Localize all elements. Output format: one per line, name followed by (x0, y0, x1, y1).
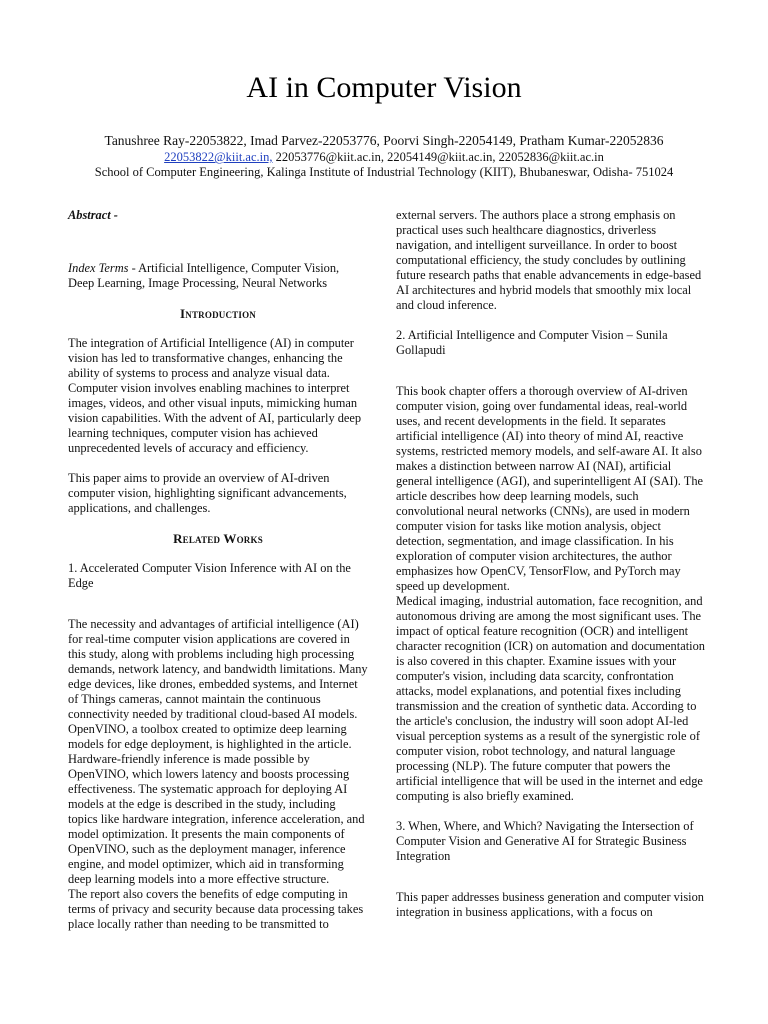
related-work-3-paragraph-1: This paper addresses business generation and computer vision integration in business applications, with a focus on (396, 890, 704, 919)
related-work-1-paragraph-1: The necessity and advantages of artificial intelligence (AI) for real-time computer vision applications are covered in this study, along with problems including high processing demands, network latency, and bandwidth limitations. Many edge devices, like drones, embedded systems, and Internet of Things cameras, cannot maintain the continuous connectivity needed by traditional cloud-based AI models. OpenVINO, a toolbox created to optimize deep learning models for edge deployment, is highlighted in the article. Hardware-friendly inference is made possible by OpenVINO, which lowers latency and boosts processing effectiveness. The systematic approach for deploying AI models at the edge is described in the study, including topics like hardware integration, inference acceleration, and model optimization. It presents the main components of OpenVINO, such as the deployment manager, inference engine, and model optimizer, which aid in transforming deep learning models into a more effective structure. (68, 617, 368, 886)
left-column (68, 208, 368, 932)
related-work-1-title: 1. Accelerated Computer Vision Inference with AI on the Edge (68, 561, 351, 590)
related-work-2-paragraph-1: This book chapter offers a thorough overview of AI-driven computer vision, going over fundamental ideas, real-world uses, and recent developments in the field. It separates artificial intelligence (AI) into theory of mind AI, reactive systems, restricted memory models, and self-aware AI. It also makes a distinction between narrow AI (NAI), artificial general intelligence (AGI), and superintelligent AI (SAI). The article describes how deep learning models, such convolutional neural networks (CNNs), are used in modern computer vision for tasks like motion analysis, object detection, segmentation, and image classification. In his exploration of computer vision architectures, the author emphasizes how OpenCV, TensorFlow, and PyTorch may speed up development. (396, 384, 704, 593)
related-work-2-paragraph-2: Medical imaging, industrial automation, face recognition, and autonomous driving are among the most significant uses. The impact of optical feature recognition (OCR) and intelligent character recognition (ICR) on automation and documentation is also covered in this chapter. Examine issues with your computer's vision, including data scarcity, confrontation attacks, model explanations, and potential fixes including transmission and the creation of synthetic data. According to the article's conclusion, the industry will soon adopt AI-led visual perception systems as a result of the synergistic role of computer vision, robot technology, and natural language processing (NLP). The future computer that powers the artificial intelligence that will be used in the internet and edge computing is also briefly examined. (396, 594, 705, 803)
related-works-heading: Related Works (173, 531, 263, 546)
related-work-1-continued: external servers. The authors place a strong emphasis on practical uses such healthcare diagnostics, driverless navigation, and intelligent surveillance. In order to boost computational efficiency, the study concludes by outlining future research paths that enable advancements in edge-based AI architectures and hybrid models that smoothly mix local and cloud inference. (396, 208, 702, 312)
introduction-paragraph-2: This paper aims to provide an overview of AI-driven computer vision, highlighting significant advancements, applications, and challenges. (68, 471, 347, 515)
introduction-paragraph-1: The integration of Artificial Intelligence (AI) in computer vision has led to transformative changes, enhancing the ability of systems to process and analyze visual data. Computer vision involves enabling machines to interpret images, videos, and other visual inputs, mimicking human vision capabilities. With the advent of AI, particularly deep learning techniques, computer vision has achieved unprecedented levels of accuracy and efficiency. (68, 336, 362, 455)
right-column (396, 208, 708, 920)
author-list: Tanushree Ray-22053822, Imad Parvez-22053776, Poorvi Singh-22054149, Pratham Kumar-22052836 (104, 133, 664, 148)
related-work-3-title: 3. When, Where, and Which? Navigating the Intersection of Computer Vision and Generative AI for Strategic Business Integration (396, 819, 694, 863)
related-work-2-title: 2. Artificial Intelligence and Computer Vision – Sunila Gollapudi (396, 328, 668, 357)
author-affiliation: School of Computer Engineering, Kalinga Institute of Industrial Technology (KIIT), Bhubaneswar, Odisha- 751024 (94, 165, 674, 179)
email-link[interactable]: 22053822@kiit.ac.in, (164, 150, 273, 164)
related-work-1-paragraph-2: The report also covers the benefits of edge computing in terms of privacy and security because data processing takes place locally rather than needing to be transmitted to (68, 887, 364, 931)
index-terms-text: - Artificial Intelligence, Computer Vision, Deep Learning, Image Processing, Neural Networks (68, 261, 340, 290)
introduction-heading: Introduction (180, 306, 256, 321)
index-terms-label: Index Terms (68, 261, 129, 275)
abstract-label: Abstract - (68, 208, 118, 222)
author-emails (0, 150, 768, 165)
paper-title: AI in Computer Vision (246, 71, 522, 104)
index-terms (68, 261, 368, 291)
email-list: 22053776@kiit.ac.in, 22054149@kiit.ac.in, 22052836@kiit.ac.in (272, 150, 604, 164)
